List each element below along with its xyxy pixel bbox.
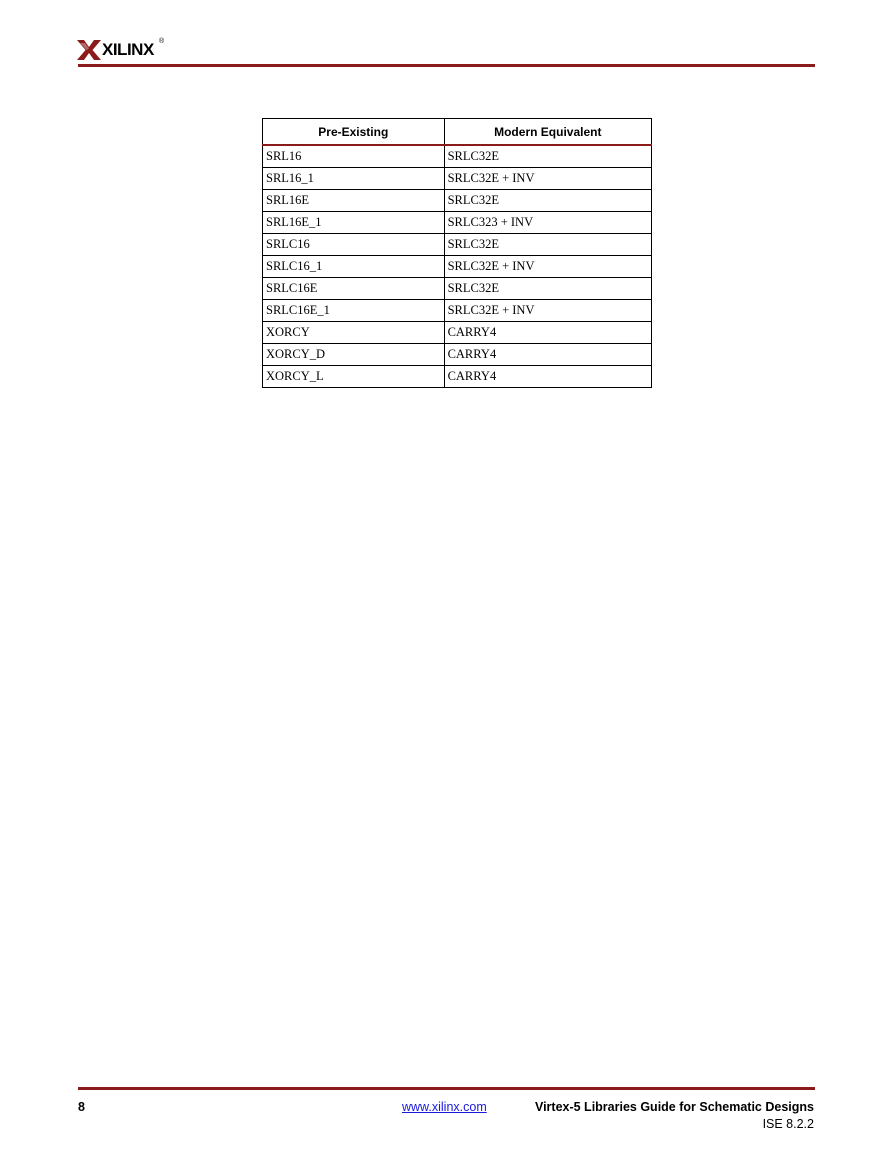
pre-existing-cell: SRLC16E bbox=[263, 278, 445, 300]
pre-existing-cell: SRLC16 bbox=[263, 234, 445, 256]
modern-equivalent-cell: CARRY4 bbox=[444, 344, 651, 366]
table-row bbox=[263, 190, 652, 212]
table-row bbox=[263, 300, 652, 322]
modern-equivalent-cell: SRLC323 + INV bbox=[444, 212, 651, 234]
modern-equivalent-cell: CARRY4 bbox=[444, 366, 651, 388]
modern-equivalent-cell: SRLC32E bbox=[444, 145, 651, 168]
table-row bbox=[263, 278, 652, 300]
modern-equivalent-cell: CARRY4 bbox=[444, 322, 651, 344]
xilinx-website-link[interactable]: www.xilinx.com bbox=[402, 1100, 487, 1114]
pre-existing-cell: SRLC16_1 bbox=[263, 256, 445, 278]
column-header-modern-equivalent: Modern Equivalent bbox=[444, 119, 651, 146]
pre-existing-cell: XORCY_L bbox=[263, 366, 445, 388]
table-row bbox=[263, 168, 652, 190]
modern-equivalent-cell: SRLC32E + INV bbox=[444, 168, 651, 190]
document-version: ISE 8.2.2 bbox=[762, 1117, 814, 1131]
modern-equivalent-cell: SRLC32E + INV bbox=[444, 300, 651, 322]
pre-existing-cell: SRL16E_1 bbox=[263, 212, 445, 234]
column-header-pre-existing: Pre-Existing bbox=[263, 119, 445, 146]
pre-existing-cell: SRL16 bbox=[263, 145, 445, 168]
table-row bbox=[263, 212, 652, 234]
header-rule bbox=[78, 64, 815, 67]
modern-equivalent-cell: SRLC32E + INV bbox=[444, 256, 651, 278]
page-number: 8 bbox=[78, 1100, 85, 1114]
table-row bbox=[263, 366, 652, 388]
conversion-table bbox=[262, 118, 652, 388]
footer-rule bbox=[78, 1087, 815, 1090]
modern-equivalent-cell: SRLC32E bbox=[444, 234, 651, 256]
pre-existing-cell: XORCY bbox=[263, 322, 445, 344]
table-header-row bbox=[263, 119, 652, 146]
registered-mark: ® bbox=[159, 38, 165, 45]
pre-existing-cell: XORCY_D bbox=[263, 344, 445, 366]
document-title: Virtex-5 Libraries Guide for Schematic Designs bbox=[534, 1100, 814, 1114]
pre-existing-cell: SRL16_1 bbox=[263, 168, 445, 190]
table-row bbox=[263, 322, 652, 344]
modern-equivalent-cell: SRLC32E bbox=[444, 278, 651, 300]
table-row bbox=[263, 344, 652, 366]
table-row bbox=[263, 256, 652, 278]
logo-wordmark: XILINX bbox=[102, 40, 154, 59]
table-row bbox=[263, 234, 652, 256]
xilinx-logo-icon bbox=[77, 40, 101, 60]
pre-existing-cell: SRL16E bbox=[263, 190, 445, 212]
table-row bbox=[263, 145, 652, 168]
modern-equivalent-cell: SRLC32E bbox=[444, 190, 651, 212]
pre-existing-cell: SRLC16E_1 bbox=[263, 300, 445, 322]
